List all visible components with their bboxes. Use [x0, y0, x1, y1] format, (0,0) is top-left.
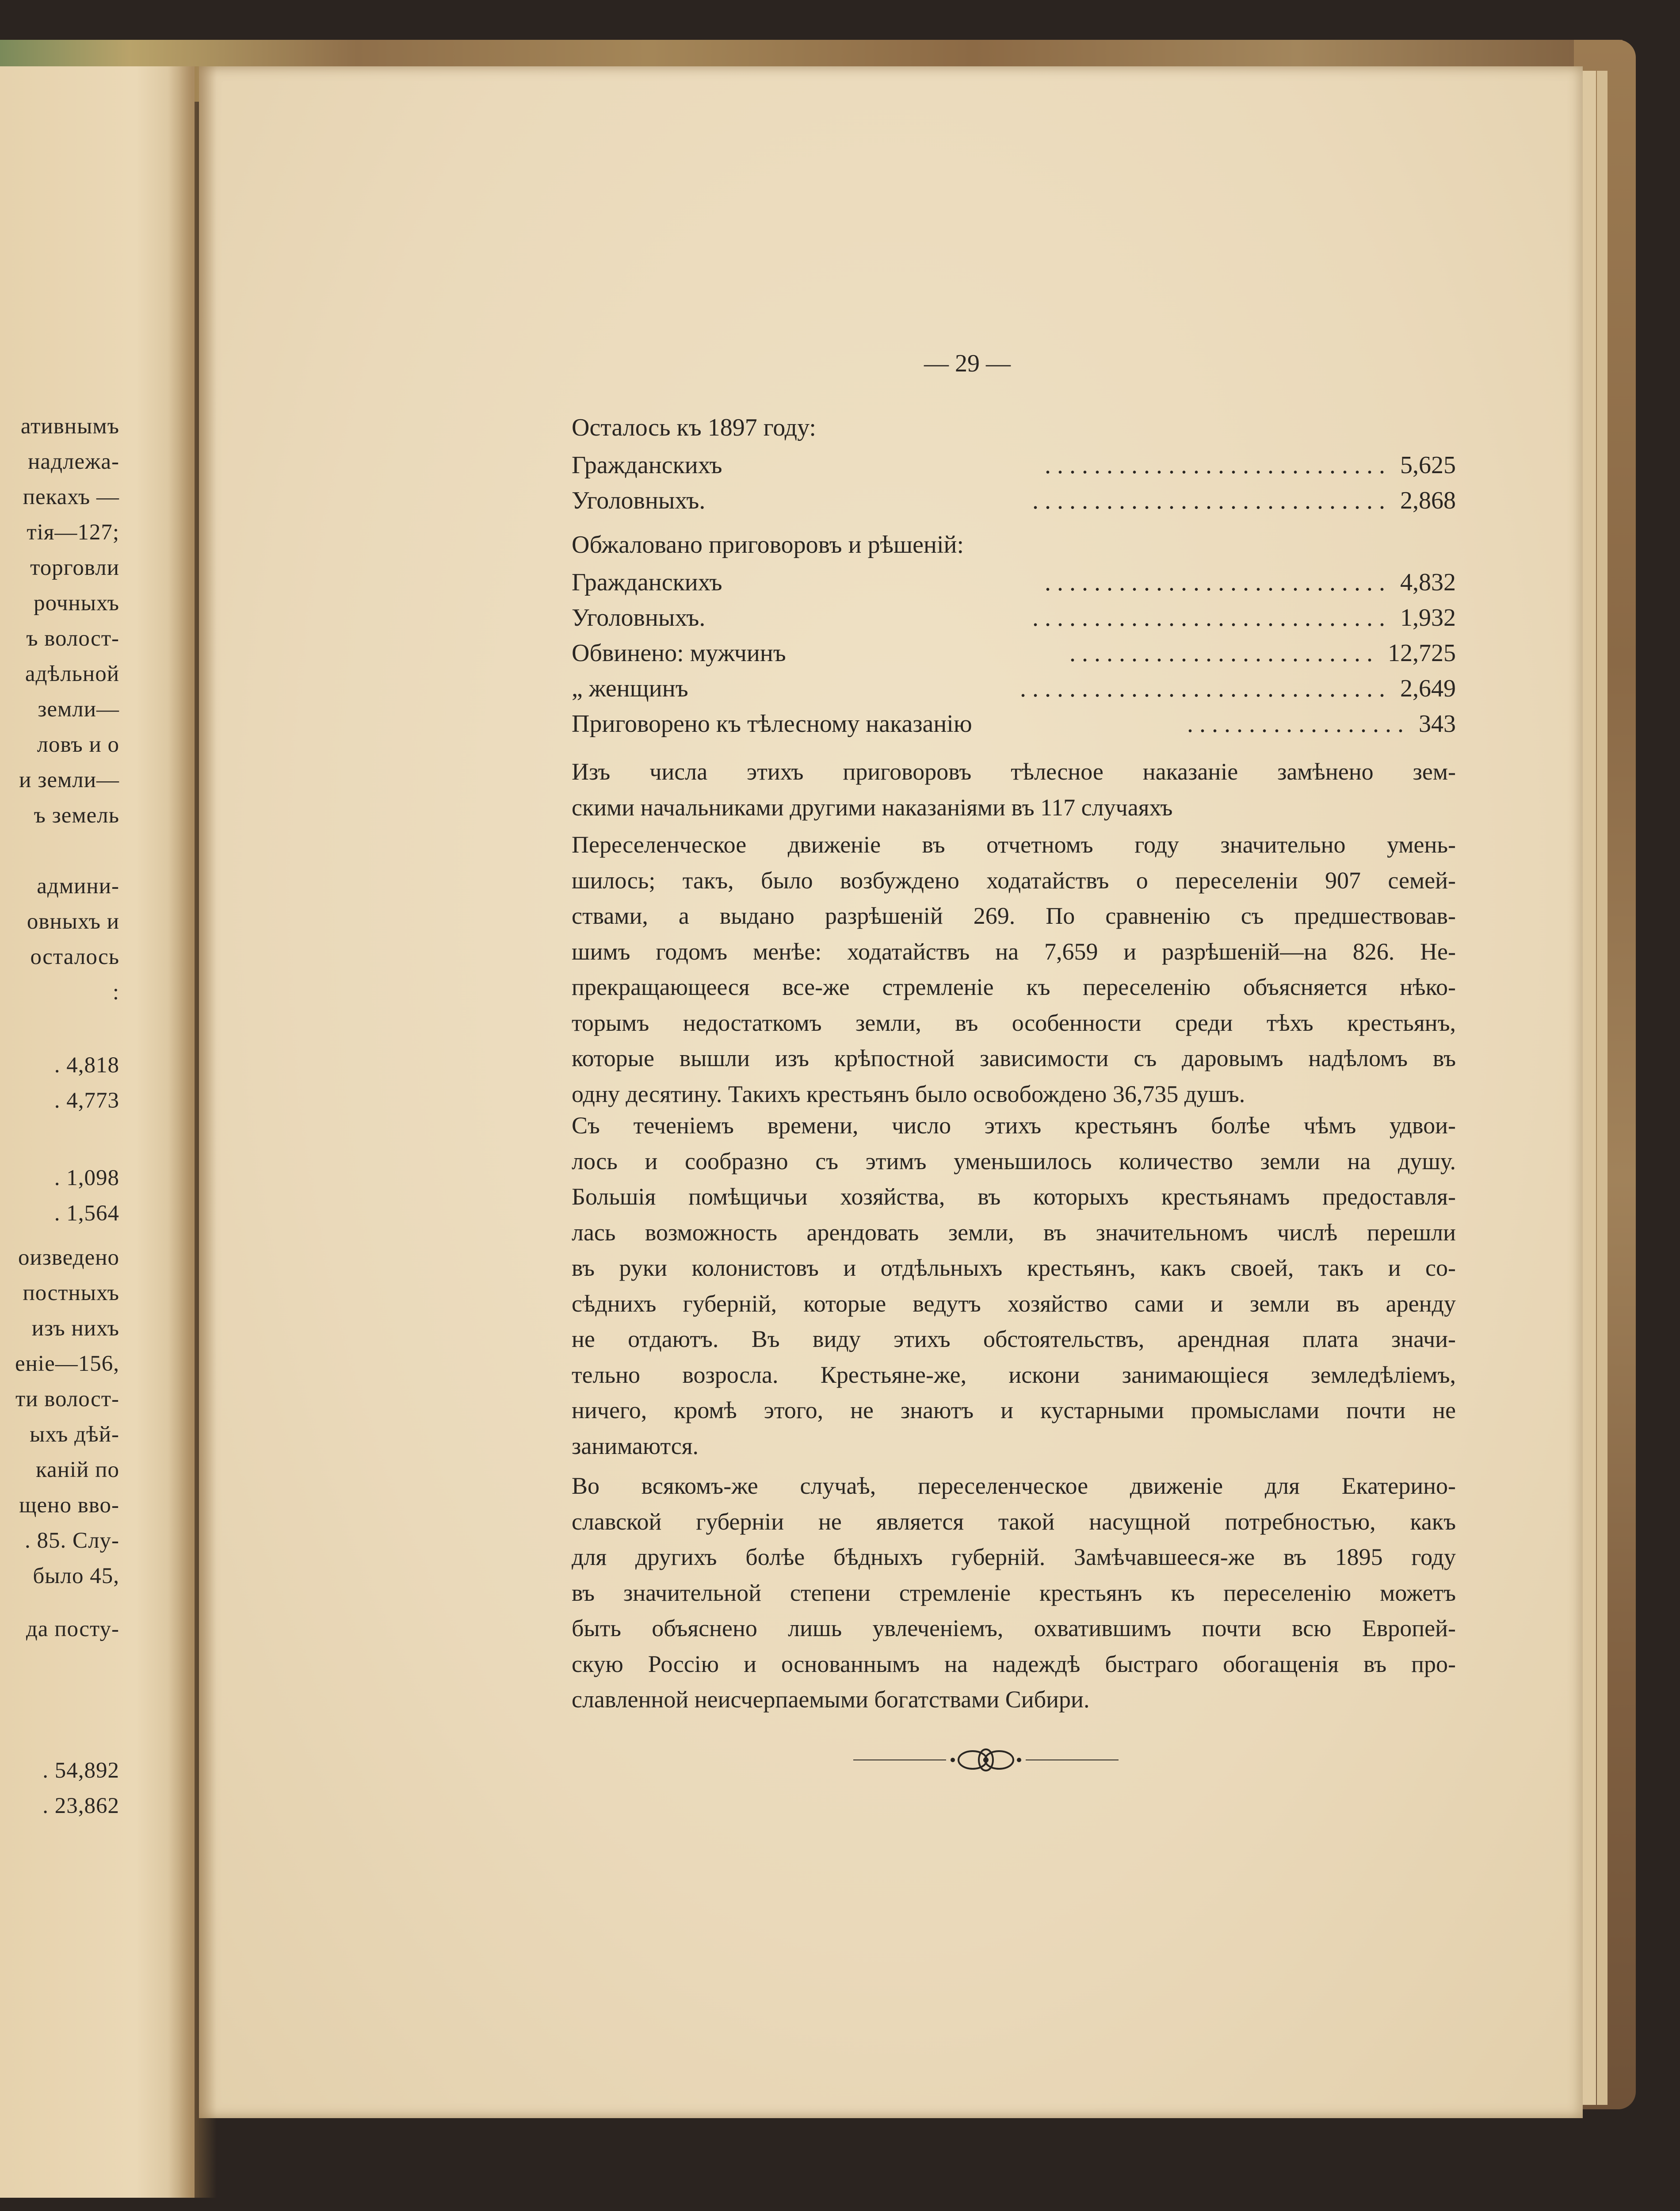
text-line: тельно возросла. Крестьяне-же, искони занимающіеся земледѣліемъ, — [572, 1361, 1456, 1388]
text-line: Изъ числа этихъ приговоровъ тѣлесное наказаніе замѣнено зем- — [572, 758, 1456, 785]
stat-value: 4,832 — [1400, 569, 1456, 596]
stat-label: Приговорено къ тѣлесному наказанію — [572, 710, 972, 738]
left-page-line: щено вво- — [19, 1493, 119, 1518]
stat-value: 5,625 — [1400, 451, 1456, 479]
leader-dots: .............................. — [1020, 675, 1391, 702]
text-line: сѣднихъ губерній, которые ведутъ хозяйство сами и земли въ аренду — [572, 1290, 1456, 1317]
stat-label: Уголовныхъ. — [572, 487, 706, 514]
left-page-line: ыхъ дѣй- — [30, 1422, 119, 1447]
stat-label: Гражданскихъ — [572, 569, 722, 596]
text-line: Съ теченіемъ времени, число этихъ крестьянъ болѣе чѣмъ удвои- — [572, 1112, 1456, 1139]
text-line: ничего, кромѣ этого, не знаютъ и кустарными промыслами почти не — [572, 1397, 1456, 1423]
section-heading-appealed: Обжаловано приговоровъ и рѣшеній: — [572, 531, 964, 558]
text-line: Во всякомъ-же случаѣ, переселенческое движеніе для Екатерино- — [572, 1473, 1456, 1499]
left-page-line: админи- — [37, 874, 119, 899]
text-line: не отдаютъ. Въ виду этихъ обстоятельствъ, арендная плата значи- — [572, 1326, 1456, 1352]
text-line: въ руки колонистовъ и отдѣльныхъ крестьянъ, какъ своей, такъ и со- — [572, 1255, 1456, 1281]
stat-row — [572, 568, 1456, 602]
paragraph — [572, 754, 1456, 825]
stat-row — [572, 486, 1456, 520]
paragraph — [572, 1468, 1456, 1718]
left-page-line: . 85. Слу- — [25, 1528, 119, 1553]
page-number: — 29 — — [924, 350, 1011, 377]
paragraph — [572, 827, 1456, 1112]
stat-value: 2,649 — [1400, 675, 1456, 702]
stat-row — [572, 674, 1456, 708]
left-page-line: . 4,773 — [54, 1088, 119, 1113]
section-heading-remaining: Осталось къ 1897 году: — [572, 414, 816, 441]
leader-dots: ............................. — [1032, 604, 1391, 631]
left-page-line: овныхъ и — [27, 909, 119, 934]
left-page-line: ативнымъ — [20, 414, 119, 439]
left-page-line: . 23,862 — [42, 1794, 119, 1818]
leader-dots: ............................ — [1045, 569, 1391, 596]
stat-row — [572, 604, 1456, 637]
left-page-line: торговли — [30, 555, 119, 580]
text-line: быть объяснено лишь увлеченіемъ, охватившимъ почти всю Европей- — [572, 1615, 1456, 1641]
left-page-line: . 1,564 — [54, 1201, 119, 1226]
text-line: славской губерніи не является такой насущной потребностью, какъ — [572, 1508, 1456, 1535]
leader-dots: ......................... — [1069, 639, 1379, 667]
paragraph — [572, 1108, 1456, 1464]
stat-row — [572, 710, 1456, 743]
stat-label: Обвинено: мужчинъ — [572, 639, 786, 667]
leader-dots: ............................. — [1032, 487, 1391, 514]
left-page-line: изъ нихъ — [31, 1316, 119, 1341]
stat-label: Уголовныхъ. — [572, 604, 706, 631]
left-page-line: оизведено — [18, 1245, 119, 1270]
stat-row — [572, 451, 1456, 485]
text-line: скую Россію и основаннымъ на надеждѣ быстраго обогащенія въ про- — [572, 1650, 1456, 1677]
text-line: одну десятину. Такихъ крестьянъ было освобождено 36,735 душъ. — [572, 1080, 1245, 1107]
left-page-line: ъ волост- — [26, 626, 119, 651]
text-line: прекращающееся все-же стремленіе къ переселенію объясняется нѣко- — [572, 974, 1456, 1000]
left-page-line: каній по — [36, 1457, 119, 1482]
text-line: шимъ годомъ менѣе: ходатайствъ на 7,659 и разрѣшеній—на 826. Не- — [572, 938, 1456, 965]
left-page-line: ъ земель — [34, 803, 119, 828]
left-page-line: ти волост- — [15, 1387, 119, 1412]
left-page-line: ловъ и о — [37, 732, 119, 757]
stat-value: 1,932 — [1400, 604, 1456, 631]
text-line: славленной неисчерпаемыми богатствами Сибири. — [572, 1686, 1090, 1713]
left-page-line: осталось — [30, 945, 119, 969]
decorative-ornament — [853, 1747, 1119, 1773]
text-line: скими начальниками другими наказаніями въ 117 случаяхъ — [572, 794, 1173, 821]
left-page-line: . 4,818 — [54, 1053, 119, 1078]
left-page-line: еніе—156, — [15, 1351, 119, 1376]
left-page-line: : — [112, 980, 119, 1005]
text-line: Большія помѣщичьи хозяйства, въ которыхъ крестьянамъ предоставля- — [572, 1183, 1456, 1210]
left-page-line: пекахъ — — [23, 485, 119, 509]
leader-dots: .................. — [1187, 710, 1410, 738]
left-page-line: адѣльной — [25, 662, 119, 686]
left-page-line: земли— — [38, 697, 119, 722]
left-page-line: . 1,098 — [54, 1166, 119, 1190]
text-line: торымъ недостаткомъ земли, въ особенности среди тѣхъ крестьянъ, — [572, 1009, 1456, 1036]
text-line: ствами, а выдано разрѣшеній 269. По сравненію съ предшествовав- — [572, 903, 1456, 929]
left-page-line: надлежа- — [28, 449, 119, 474]
stat-row — [572, 639, 1456, 673]
left-page-line: было 45, — [33, 1564, 119, 1588]
left-page-line: постныхъ — [23, 1281, 119, 1305]
text-line: лось и сообразно съ этимъ уменьшилось количество земли на душу. — [572, 1148, 1456, 1174]
text-line: въ значительной степени стремленіе крестьянъ къ переселенію можетъ — [572, 1579, 1456, 1606]
stat-value: 343 — [1419, 710, 1456, 738]
text-line: которые вышли изъ крѣпостной зависимости съ даровымъ надѣломъ въ — [572, 1045, 1456, 1071]
stat-label: „ женщинъ — [572, 675, 688, 702]
left-page-line: рочныхъ — [34, 591, 119, 616]
stat-value: 2,868 — [1400, 487, 1456, 514]
text-line: для другихъ болѣе бѣдныхъ губерній. Замѣчавшееся-же въ 1895 году — [572, 1544, 1456, 1570]
stat-value: 12,725 — [1388, 639, 1456, 667]
text-line: шилось; такъ, было возбуждено ходатайствъ о переселеніи 907 семей- — [572, 867, 1456, 894]
left-page-line: и земли— — [19, 768, 119, 792]
text-line: Переселенческое движеніе въ отчетномъ году значительно умень- — [572, 831, 1456, 858]
text-line: лась возможность арендовать земли, въ значительномъ числѣ перешли — [572, 1219, 1456, 1246]
left-page-line: да посту- — [26, 1617, 119, 1641]
leader-dots: ............................ — [1045, 451, 1391, 479]
stat-label: Гражданскихъ — [572, 451, 722, 479]
left-page-line: . 54,892 — [42, 1758, 119, 1783]
left-page-line: тія—127; — [27, 520, 119, 545]
text-line: занимаются. — [572, 1432, 699, 1459]
